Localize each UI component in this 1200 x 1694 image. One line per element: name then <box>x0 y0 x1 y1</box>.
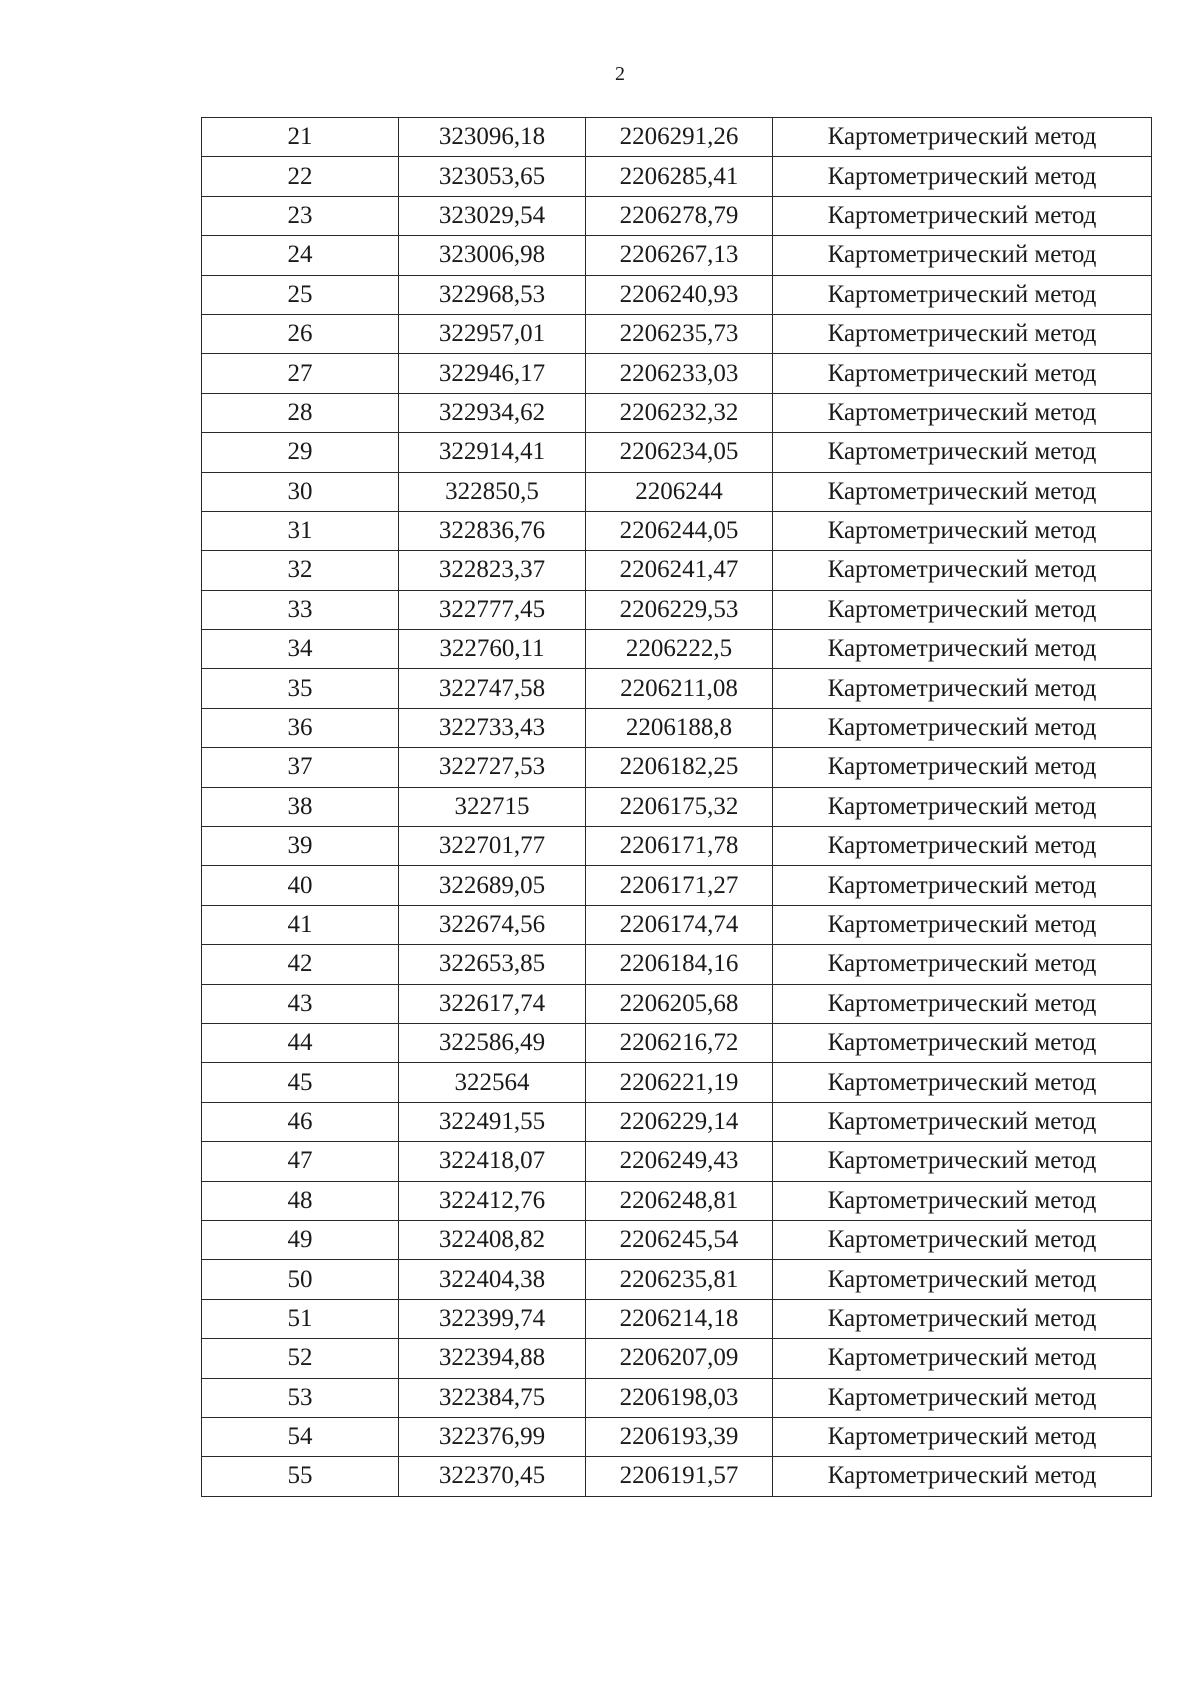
y-coordinate-cell: 2206241,47 <box>586 551 773 590</box>
y-coordinate-cell: 2206240,93 <box>586 275 773 314</box>
point-number-cell: 47 <box>202 1142 399 1181</box>
table-row <box>202 393 1152 432</box>
x-coordinate-cell: 322370,45 <box>399 1457 586 1496</box>
x-coordinate-cell: 322408,82 <box>399 1220 586 1259</box>
table-row <box>202 1378 1152 1417</box>
point-number-cell: 41 <box>202 905 399 944</box>
x-coordinate-cell: 322934,62 <box>399 393 586 432</box>
method-cell: Картометрический метод <box>773 945 1152 984</box>
point-number-cell: 27 <box>202 354 399 393</box>
x-coordinate-cell: 322674,56 <box>399 905 586 944</box>
y-coordinate-cell: 2206214,18 <box>586 1299 773 1338</box>
point-number-cell: 35 <box>202 669 399 708</box>
table-row <box>202 1260 1152 1299</box>
y-coordinate-cell: 2206244 <box>586 472 773 511</box>
y-coordinate-cell: 2206211,08 <box>586 669 773 708</box>
x-coordinate-cell: 323029,54 <box>399 196 586 235</box>
y-coordinate-cell: 2206278,79 <box>586 196 773 235</box>
x-coordinate-cell: 322733,43 <box>399 708 586 747</box>
x-coordinate-cell: 322394,88 <box>399 1339 586 1378</box>
x-coordinate-cell: 322850,5 <box>399 472 586 511</box>
point-number-cell: 26 <box>202 314 399 353</box>
y-coordinate-cell: 2206193,39 <box>586 1417 773 1456</box>
method-cell: Картометрический метод <box>773 1417 1152 1456</box>
point-number-cell: 43 <box>202 984 399 1023</box>
x-coordinate-cell: 322399,74 <box>399 1299 586 1338</box>
y-coordinate-cell: 2206171,27 <box>586 866 773 905</box>
y-coordinate-cell: 2206235,81 <box>586 1260 773 1299</box>
point-number-cell: 25 <box>202 275 399 314</box>
point-number-cell: 48 <box>202 1181 399 1220</box>
table-row <box>202 314 1152 353</box>
table-row <box>202 118 1152 157</box>
method-cell: Картометрический метод <box>773 748 1152 787</box>
y-coordinate-cell: 2206229,14 <box>586 1102 773 1141</box>
method-cell: Картометрический метод <box>773 905 1152 944</box>
point-number-cell: 23 <box>202 196 399 235</box>
y-coordinate-cell: 2206182,25 <box>586 748 773 787</box>
y-coordinate-cell: 2206248,81 <box>586 1181 773 1220</box>
table-row <box>202 157 1152 196</box>
method-cell: Картометрический метод <box>773 236 1152 275</box>
x-coordinate-cell: 322760,11 <box>399 630 586 669</box>
y-coordinate-cell: 2206285,41 <box>586 157 773 196</box>
table-row <box>202 669 1152 708</box>
y-coordinate-cell: 2206235,73 <box>586 314 773 353</box>
table-row <box>202 984 1152 1023</box>
x-coordinate-cell: 322404,38 <box>399 1260 586 1299</box>
x-coordinate-cell: 323006,98 <box>399 236 586 275</box>
table-row <box>202 511 1152 550</box>
table-row <box>202 236 1152 275</box>
x-coordinate-cell: 322727,53 <box>399 748 586 787</box>
y-coordinate-cell: 2206174,74 <box>586 905 773 944</box>
page-number: 2 <box>615 63 625 85</box>
method-cell: Картометрический метод <box>773 196 1152 235</box>
point-number-cell: 32 <box>202 551 399 590</box>
table-row <box>202 1181 1152 1220</box>
method-cell: Картометрический метод <box>773 472 1152 511</box>
method-cell: Картометрический метод <box>773 1299 1152 1338</box>
method-cell: Картометрический метод <box>773 787 1152 826</box>
point-number-cell: 29 <box>202 433 399 472</box>
method-cell: Картометрический метод <box>773 669 1152 708</box>
point-number-cell: 45 <box>202 1063 399 1102</box>
table-row <box>202 827 1152 866</box>
x-coordinate-cell: 322946,17 <box>399 354 586 393</box>
table-row <box>202 1023 1152 1062</box>
method-cell: Картометрический метод <box>773 551 1152 590</box>
point-number-cell: 34 <box>202 630 399 669</box>
table-row <box>202 945 1152 984</box>
x-coordinate-cell: 322564 <box>399 1063 586 1102</box>
point-number-cell: 24 <box>202 236 399 275</box>
x-coordinate-cell: 322689,05 <box>399 866 586 905</box>
point-number-cell: 55 <box>202 1457 399 1496</box>
x-coordinate-cell: 322376,99 <box>399 1417 586 1456</box>
point-number-cell: 46 <box>202 1102 399 1141</box>
table-row <box>202 1142 1152 1181</box>
point-number-cell: 39 <box>202 827 399 866</box>
method-cell: Картометрический метод <box>773 354 1152 393</box>
y-coordinate-cell: 2206221,19 <box>586 1063 773 1102</box>
y-coordinate-cell: 2206291,26 <box>586 118 773 157</box>
y-coordinate-cell: 2206267,13 <box>586 236 773 275</box>
coordinates-table <box>201 117 1152 1497</box>
y-coordinate-cell: 2206232,32 <box>586 393 773 432</box>
x-coordinate-cell: 322836,76 <box>399 511 586 550</box>
method-cell: Картометрический метод <box>773 590 1152 629</box>
table-row <box>202 708 1152 747</box>
table-row <box>202 1063 1152 1102</box>
point-number-cell: 50 <box>202 1260 399 1299</box>
table-row <box>202 275 1152 314</box>
table-row <box>202 1220 1152 1259</box>
method-cell: Картометрический метод <box>773 393 1152 432</box>
x-coordinate-cell: 322384,75 <box>399 1378 586 1417</box>
x-coordinate-cell: 323053,65 <box>399 157 586 196</box>
method-cell: Картометрический метод <box>773 984 1152 1023</box>
x-coordinate-cell: 322491,55 <box>399 1102 586 1141</box>
table-row <box>202 196 1152 235</box>
point-number-cell: 52 <box>202 1339 399 1378</box>
method-cell: Картометрический метод <box>773 511 1152 550</box>
table-row <box>202 472 1152 511</box>
method-cell: Картометрический метод <box>773 1260 1152 1299</box>
table-row <box>202 787 1152 826</box>
x-coordinate-cell: 322823,37 <box>399 551 586 590</box>
x-coordinate-cell: 322957,01 <box>399 314 586 353</box>
point-number-cell: 28 <box>202 393 399 432</box>
method-cell: Картометрический метод <box>773 1063 1152 1102</box>
y-coordinate-cell: 2206198,03 <box>586 1378 773 1417</box>
point-number-cell: 53 <box>202 1378 399 1417</box>
point-number-cell: 31 <box>202 511 399 550</box>
x-coordinate-cell: 322418,07 <box>399 1142 586 1181</box>
method-cell: Картометрический метод <box>773 1181 1152 1220</box>
table-row <box>202 1417 1152 1456</box>
point-number-cell: 22 <box>202 157 399 196</box>
method-cell: Картометрический метод <box>773 275 1152 314</box>
x-coordinate-cell: 322968,53 <box>399 275 586 314</box>
x-coordinate-cell: 322653,85 <box>399 945 586 984</box>
method-cell: Картометрический метод <box>773 1378 1152 1417</box>
x-coordinate-cell: 323096,18 <box>399 118 586 157</box>
table-row <box>202 433 1152 472</box>
method-cell: Картометрический метод <box>773 1457 1152 1496</box>
point-number-cell: 33 <box>202 590 399 629</box>
method-cell: Картометрический метод <box>773 314 1152 353</box>
table-row <box>202 1457 1152 1496</box>
x-coordinate-cell: 322715 <box>399 787 586 826</box>
table-row <box>202 748 1152 787</box>
method-cell: Картометрический метод <box>773 1339 1152 1378</box>
method-cell: Картометрический метод <box>773 1142 1152 1181</box>
point-number-cell: 21 <box>202 118 399 157</box>
method-cell: Картометрический метод <box>773 118 1152 157</box>
table-row <box>202 590 1152 629</box>
coordinates-table-body <box>202 118 1152 1497</box>
table-row <box>202 1299 1152 1338</box>
y-coordinate-cell: 2206191,57 <box>586 1457 773 1496</box>
y-coordinate-cell: 2206245,54 <box>586 1220 773 1259</box>
method-cell: Картометрический метод <box>773 1102 1152 1141</box>
y-coordinate-cell: 2206207,09 <box>586 1339 773 1378</box>
x-coordinate-cell: 322914,41 <box>399 433 586 472</box>
y-coordinate-cell: 2206244,05 <box>586 511 773 550</box>
y-coordinate-cell: 2206222,5 <box>586 630 773 669</box>
method-cell: Картометрический метод <box>773 708 1152 747</box>
method-cell: Картометрический метод <box>773 1220 1152 1259</box>
table-row <box>202 551 1152 590</box>
point-number-cell: 36 <box>202 708 399 747</box>
x-coordinate-cell: 322747,58 <box>399 669 586 708</box>
point-number-cell: 37 <box>202 748 399 787</box>
y-coordinate-cell: 2206216,72 <box>586 1023 773 1062</box>
y-coordinate-cell: 2206229,53 <box>586 590 773 629</box>
y-coordinate-cell: 2206233,03 <box>586 354 773 393</box>
y-coordinate-cell: 2206184,16 <box>586 945 773 984</box>
x-coordinate-cell: 322701,77 <box>399 827 586 866</box>
method-cell: Картометрический метод <box>773 433 1152 472</box>
point-number-cell: 49 <box>202 1220 399 1259</box>
method-cell: Картометрический метод <box>773 1023 1152 1062</box>
x-coordinate-cell: 322586,49 <box>399 1023 586 1062</box>
point-number-cell: 42 <box>202 945 399 984</box>
y-coordinate-cell: 2206234,05 <box>586 433 773 472</box>
x-coordinate-cell: 322777,45 <box>399 590 586 629</box>
point-number-cell: 51 <box>202 1299 399 1338</box>
y-coordinate-cell: 2206249,43 <box>586 1142 773 1181</box>
method-cell: Картометрический метод <box>773 630 1152 669</box>
y-coordinate-cell: 2206175,32 <box>586 787 773 826</box>
table-row <box>202 1102 1152 1141</box>
method-cell: Картометрический метод <box>773 866 1152 905</box>
y-coordinate-cell: 2206188,8 <box>586 708 773 747</box>
x-coordinate-cell: 322412,76 <box>399 1181 586 1220</box>
method-cell: Картометрический метод <box>773 827 1152 866</box>
table-row <box>202 905 1152 944</box>
table-row <box>202 630 1152 669</box>
table-row <box>202 354 1152 393</box>
point-number-cell: 38 <box>202 787 399 826</box>
point-number-cell: 30 <box>202 472 399 511</box>
point-number-cell: 40 <box>202 866 399 905</box>
table-row <box>202 866 1152 905</box>
point-number-cell: 54 <box>202 1417 399 1456</box>
point-number-cell: 44 <box>202 1023 399 1062</box>
x-coordinate-cell: 322617,74 <box>399 984 586 1023</box>
y-coordinate-cell: 2206171,78 <box>586 827 773 866</box>
method-cell: Картометрический метод <box>773 157 1152 196</box>
table-row <box>202 1339 1152 1378</box>
y-coordinate-cell: 2206205,68 <box>586 984 773 1023</box>
